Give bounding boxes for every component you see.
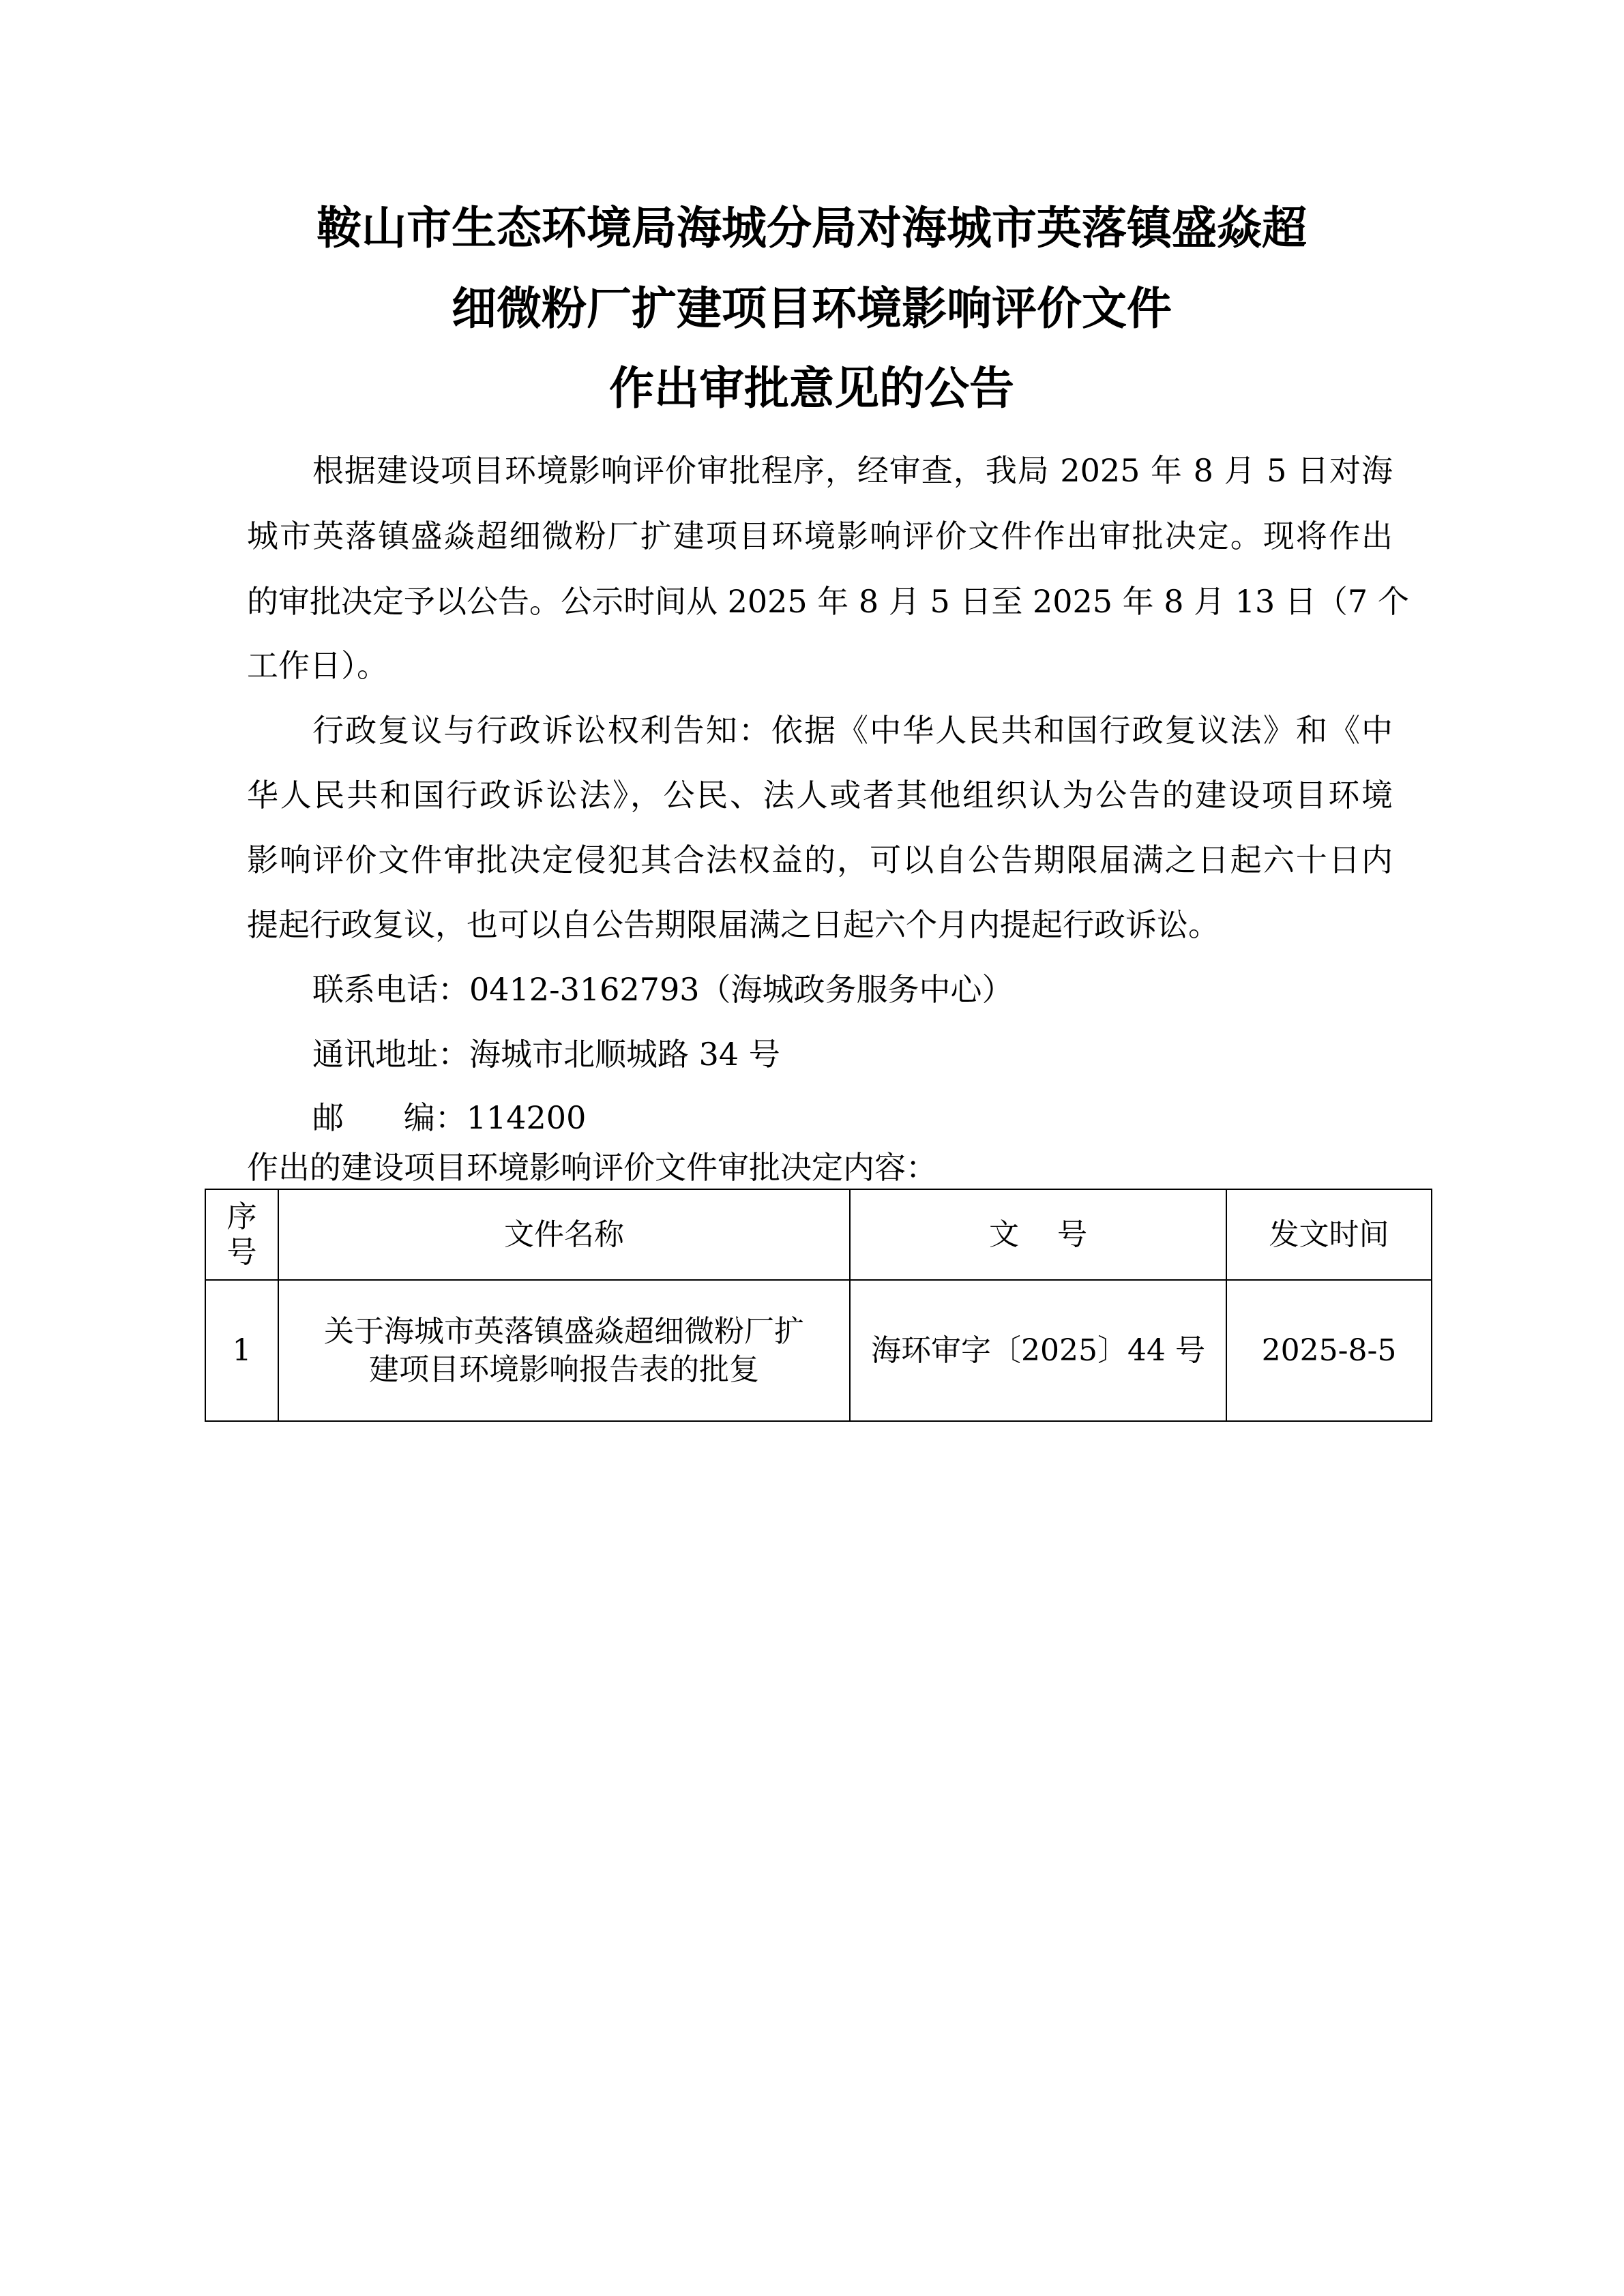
table-header-row bbox=[205, 1189, 1432, 1280]
header-issue-date: 发文时间 bbox=[1226, 1189, 1432, 1280]
paragraph-2-line-2: 华人民共和国行政诉讼法》，公民、法人或者其他组织认为公告的建设项目环境 bbox=[247, 777, 1393, 814]
title-line-3: 作出审批意见的公告 bbox=[609, 362, 1014, 415]
contact-address: 通讯地址：海城市北顺城路 34 号 bbox=[312, 1036, 780, 1073]
table-caption: 作出的建设项目环境影响评价文件审批决定内容： bbox=[247, 1149, 937, 1186]
row-file-name-line-1: 关于海城市英落镇盛焱超细微粉厂扩 bbox=[324, 1313, 804, 1349]
paragraph-1-line-3: 的审批决定予以公告。公示时间从 2025 年 8 月 5 日至 2025 年 8 月 13 日（7 个 bbox=[247, 583, 1409, 620]
paragraph-1-line-1: 根据建设项目环境影响评价审批程序，经审查，我局 2025 年 8 月 5 日对海 bbox=[312, 452, 1393, 489]
paragraph-1-line-2: 城市英落镇盛焱超细微粉厂扩建项目环境影响评价文件作出审批决定。现将作出 bbox=[247, 518, 1393, 554]
header-seq-line-2: 号 bbox=[226, 1234, 257, 1270]
header-doc-number: 文 号 bbox=[850, 1189, 1226, 1280]
approval-table bbox=[205, 1189, 1432, 1422]
postal-label: 邮 编： bbox=[312, 1099, 467, 1136]
paragraph-1-line-4: 工作日）。 bbox=[247, 647, 388, 684]
header-seq bbox=[205, 1189, 278, 1280]
header-seq-line-1: 序 bbox=[226, 1199, 257, 1234]
row-seq: 1 bbox=[205, 1280, 278, 1421]
row-doc-number: 海环审字〔2025〕44 号 bbox=[850, 1280, 1226, 1421]
postal-code: 114200 bbox=[466, 1099, 587, 1136]
postal-code-line bbox=[312, 1097, 1393, 1138]
paragraph-2-line-4: 提起行政复议，也可以自公告期限届满之日起六个月内提起行政诉讼。 bbox=[247, 906, 1220, 943]
row-file-name bbox=[278, 1280, 850, 1421]
title-line-1: 鞍山市生态环境局海城分局对海城市英落镇盛焱超 bbox=[316, 202, 1307, 254]
row-file-name-line-2: 建项目环境影响报告表的批复 bbox=[369, 1352, 759, 1387]
contact-phone: 联系电话：0412-3162793（海城政务服务中心） bbox=[312, 971, 1014, 1008]
header-file-name: 文件名称 bbox=[278, 1189, 850, 1280]
paragraph-2-line-1: 行政复议与行政诉讼权利告知：依据《中华人民共和国行政复议法》和《中 bbox=[312, 712, 1393, 749]
row-issue-date: 2025-8-5 bbox=[1226, 1280, 1432, 1421]
table-row bbox=[205, 1280, 1432, 1421]
paragraph-2-line-3: 影响评价文件审批决定侵犯其合法权益的，可以自公告期限届满之日起六十日内 bbox=[247, 841, 1393, 878]
title-line-2: 细微粉厂扩建项目环境影响评价文件 bbox=[452, 282, 1172, 335]
